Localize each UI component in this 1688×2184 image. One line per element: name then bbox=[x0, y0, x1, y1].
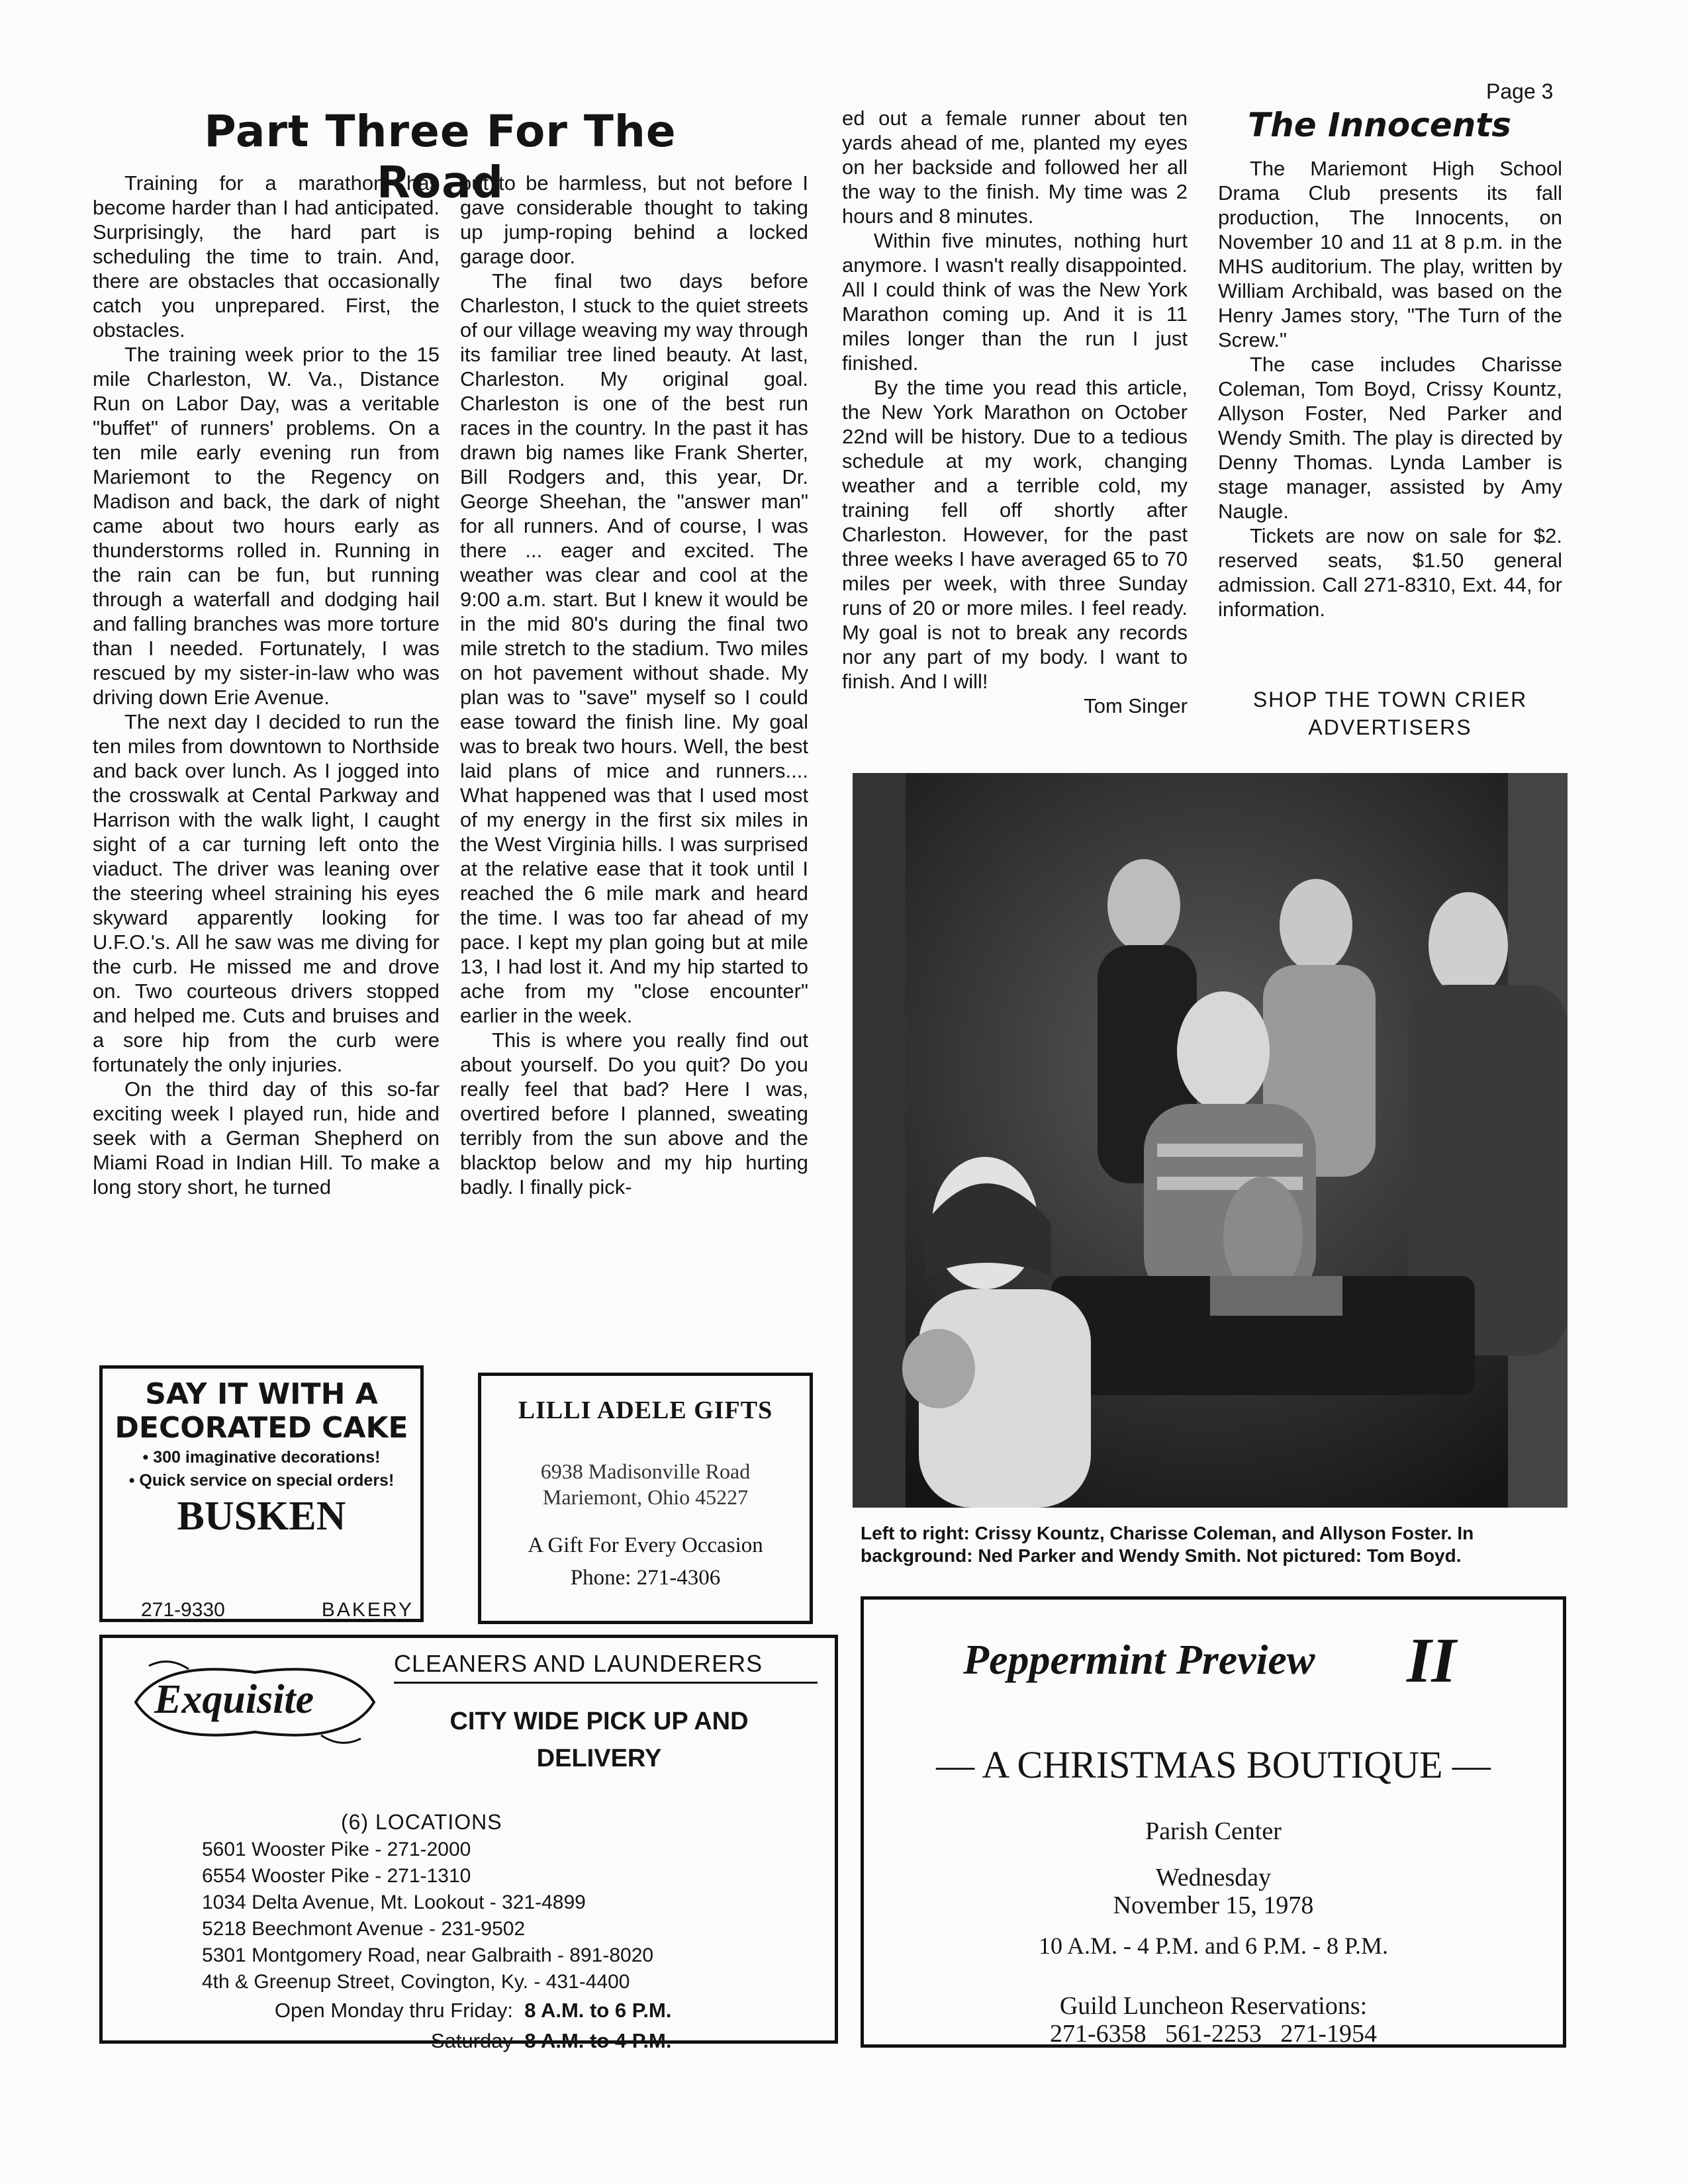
lilli-adele-ad bbox=[478, 1373, 813, 1624]
peppermint-subtitle: — A CHRISTMAS BOUTIQUE — bbox=[936, 1743, 1491, 1786]
lilli-address1: 6938 Madisonville Road bbox=[540, 1459, 751, 1483]
location-item: 5218 Beechmont Avenue - 231-9502 bbox=[202, 1918, 526, 1940]
article-paragraph: On the third day of this so-far exciting week I played run, hide and seek with a German Shepherd on Miami Road in Indian Hill. To make a long story short, he turned bbox=[93, 1077, 440, 1199]
location-item: 5601 Wooster Pike - 271-2000 bbox=[202, 1839, 471, 1860]
article-paragraph: ed out a female runner about ten yards ahead of me, planted my eyes on her backside and followed her all the way to the finish. My time was 2 hours and 8 minutes. bbox=[842, 107, 1188, 228]
article-paragraph: The training week prior to the 15 mile Charleston, W. Va., Distance Run on Labor Day, was a veritable "buffet" of runners' problems. On a ten mile early evening run from Mariemont to the Regency on Madison and back, the dark of night came about two hours early as thunderstorms rolled in. Running in the rain can be fun, but running through a waterfall and dodging hail and falling branches was more torture than I needed. Fortunately, I was rescued by my sister-in-law who was driving down Erie Avenue. bbox=[93, 343, 440, 709]
peppermint-day: Wednesday bbox=[1155, 1864, 1272, 1891]
cast-photo-image bbox=[853, 773, 1568, 1508]
peppermint-preview-ad bbox=[861, 1596, 1566, 2048]
exquisite-header-rule bbox=[394, 1682, 818, 1684]
peppermint-date: November 15, 1978 bbox=[1113, 1891, 1314, 1919]
peppermint-hours: 10 A.M. - 4 P.M. and 6 P.M. - 8 P.M. bbox=[1038, 1933, 1389, 1959]
article-paragraph: out to be harmless, but not before I gave considerable thought to taking up jump-roping behind a locked garage door. bbox=[460, 171, 808, 268]
busken-phone: 271-9330 bbox=[141, 1599, 225, 1621]
busken-bullet2-text: Quick service on special orders! bbox=[139, 1471, 395, 1490]
hours-value: 8 A.M. to 6 P.M. bbox=[524, 1999, 672, 2022]
exquisite-logo bbox=[122, 1653, 387, 1752]
location-item: 5301 Montgomery Road, near Galbraith - 891-8020 bbox=[202, 1944, 654, 1966]
photo-caption: Left to right: Crissy Kountz, Charisse Coleman, and Allyson Foster. In background: Ned Parker and Wendy Smith. Not pictured: Tom Boyd. bbox=[861, 1523, 1474, 1566]
busken-type: BAKERY bbox=[321, 1599, 414, 1621]
exquisite-pickup-line2: DELIVERY bbox=[536, 1745, 662, 1772]
exquisite-logo-text: Exquisite bbox=[154, 1677, 314, 1722]
shop-notice-line2: ADVERTISERS bbox=[1308, 715, 1472, 739]
exquisite-locations-title: (6) LOCATIONS bbox=[341, 1810, 502, 1834]
lilli-address2: Mariemont, Ohio 45227 bbox=[542, 1485, 749, 1509]
innocents-column bbox=[1218, 156, 1562, 621]
article-paragraph: Within five minutes, nothing hurt anymore. I wasn't really disappointed. All I could think of was the New York Marathon coming up. And it is 11 miles longer than the run I just finished. bbox=[842, 229, 1188, 375]
shop-notice-line1: SHOP THE TOWN CRIER bbox=[1252, 688, 1528, 711]
exquisite-hours bbox=[222, 1995, 671, 2056]
article-paragraph: The next day I decided to run the ten miles from downtown to Northside and back over lunch. As I jogged into the crosswalk at Cental Parkway and Harrison with the walk light, I caught sight of a car turning left onto the viaduct. The driver was leaning over the steering wheel straining his eyes skyward apparently looking for U.F.O.'s. All he saw was me diving for the curb. He missed me and drove on. Two courteous drivers stopped and helped me. Cuts and bruises and a sore hip from the curb were fortunately the only injuries. bbox=[93, 710, 440, 1076]
article-paragraph: The final two days before Charleston, I stuck to the quiet streets of our village weaving my way through its familiar tree lined beauty. At last, Charleston. My original goal. Charleston is one of the best run races in the country. In the past it has drawn big names like Frank Sherter, Bill Rodgers and, this year, Dr. George Sheehan, the "answer man" for all runners. And of course, I was there ... eager and excited. The weather was clear and cool at the 9:00 a.m. start. But I knew it would be in the mid 80's during the final two mile stretch to the stadium. Two miles on hot pavement without shade. My plan was to "save" myself so I could ease toward the finish line. My goal was to break two hours. Well, the best laid plans of mice and runners.... What happened was that I used most of my energy in the first six miles in the West Virginia hills. I was surprised at the relative ease that it took until I reached the 6 mile mark and heard the time. I was too far ahead of my pace. I kept my plan going but at mile 13, I had lost it. And my hip started to ache from my "close encounter" earlier in the week. bbox=[460, 269, 808, 1027]
busken-ad bbox=[99, 1365, 424, 1622]
busken-bullet1: • 300 imaginative decorations! bbox=[142, 1448, 381, 1467]
article-paragraph: By the time you read this article, the New York Marathon on October 22nd will be history. Due to a tedious schedule at my work, changing weather and a terrible cold, my training fell off shortly after Charleston. However, for the past three weeks I have averaged 65 to 70 miles per week, with three Sunday runs of 20 or more miles. I feel ready. My goal is not to break any records nor any part of my body. I want to finish. And I will! bbox=[842, 376, 1188, 693]
article-author: Tom Singer bbox=[1084, 694, 1188, 717]
peppermint-title: Peppermint Preview bbox=[963, 1636, 1315, 1683]
innocents-paragraph: The Mariemont High School Drama Club presents its fall production, The Innocents, on November 10 and 11 at 8 p.m. in the MHS auditorium. The play, written by William Archibald, was based on the Henry James story, "The Turn of the Screw." bbox=[1218, 157, 1562, 351]
article-column-1 bbox=[93, 171, 440, 1199]
cast-photo bbox=[853, 773, 1568, 1508]
article-column-2 bbox=[460, 171, 808, 1199]
hours-value: 8 A.M. to 4 P.M. bbox=[524, 2029, 672, 2052]
exquisite-ad bbox=[99, 1635, 838, 2052]
innocents-headline: The Innocents bbox=[1248, 106, 1511, 144]
busken-line1: SAY IT WITH A bbox=[145, 1377, 378, 1411]
peppermint-luncheon: Guild Luncheon Reservations: bbox=[1059, 1992, 1368, 2020]
innocents-paragraph: Tickets are now on sale for $2. reserved seats, $1.50 general admission. Call 271-8310, Ext. 44, for information. bbox=[1218, 524, 1562, 621]
lilli-phone: Phone: 271-4306 bbox=[570, 1566, 721, 1590]
lilli-name: LILLI ADELE GIFTS bbox=[518, 1396, 773, 1424]
page-number: Page 3 bbox=[1486, 79, 1554, 103]
exquisite-pickup-line1: CITY WIDE PICK UP AND bbox=[449, 1707, 749, 1735]
busken-brand: BUSKEN bbox=[177, 1494, 346, 1539]
location-item: 4th & Greenup Street, Covington, Ky. - 431-4400 bbox=[202, 1971, 630, 1993]
busken-line2: DECORATED CAKE bbox=[115, 1411, 408, 1445]
article-paragraph: Training for a marathon has become harder than I had anticipated. Surprisingly, the hard part is scheduling the time to train. And, there are obstacles that occasionally catch you unprepared. First, the obstacles. bbox=[93, 171, 440, 341]
peppermint-numeral: II bbox=[1407, 1625, 1456, 1696]
article-column-3 bbox=[842, 106, 1188, 718]
exquisite-header: CLEANERS AND LAUNDERERS bbox=[394, 1650, 763, 1677]
innocents-paragraph: The case includes Charisse Coleman, Tom Boyd, Crissy Kountz, Allyson Foster, Ned Parker and Wendy Smith. The play is directed by Denny Thomas. Lynda Lamber is stage manager, assisted by Amy Naugle. bbox=[1218, 353, 1562, 523]
hours-row-saturday bbox=[222, 2026, 671, 2056]
busken-bullet2: • Quick service on special orders! bbox=[128, 1471, 395, 1490]
shop-notice bbox=[1218, 686, 1562, 741]
busken-bullet1-text: 300 imaginative decorations! bbox=[153, 1448, 381, 1467]
peppermint-place: Parish Center bbox=[1145, 1817, 1282, 1845]
exquisite-locations bbox=[202, 1837, 653, 1995]
location-item: 6554 Wooster Pike - 271-1310 bbox=[202, 1865, 471, 1887]
exquisite-pickup bbox=[400, 1703, 798, 1777]
article-headline: Part Three For The Road bbox=[204, 106, 677, 208]
hours-row-weekday bbox=[222, 1995, 671, 2026]
lilli-tagline: A Gift For Every Occasion bbox=[528, 1533, 763, 1557]
hours-label: Saturday bbox=[430, 2029, 513, 2052]
article-paragraph: This is where you really find out about yourself. Do you quit? Do you really feel that bad? Here I was, overtired before I planned, sweating terribly from the sun above and the blacktop below and my hip hurting badly. I finally pick- bbox=[460, 1028, 808, 1199]
location-item: 1034 Delta Avenue, Mt. Lookout - 321-4899 bbox=[202, 1891, 586, 1913]
peppermint-phones: 271-6358 561-2253 271-1954 bbox=[1050, 2020, 1377, 2048]
hours-label: Open Monday thru Friday: bbox=[274, 1999, 513, 2022]
